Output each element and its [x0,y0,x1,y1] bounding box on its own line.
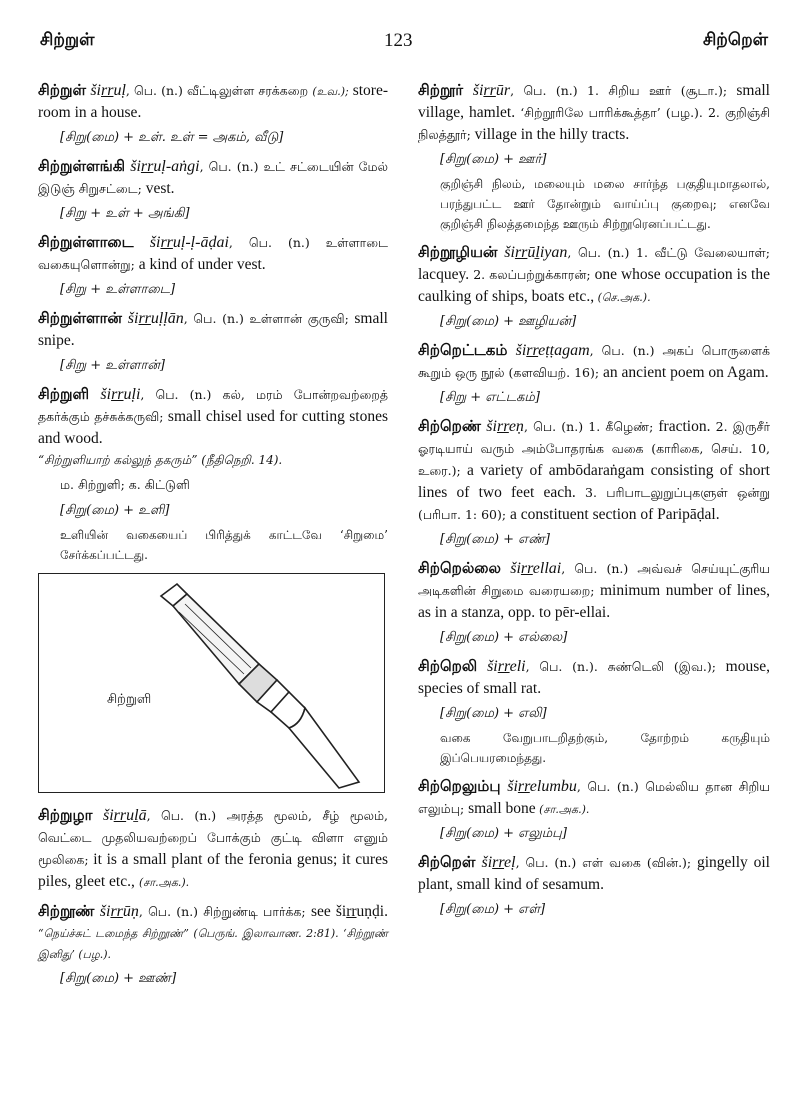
running-head-left: சிற்றுள் [40,30,95,50]
etymology: [சிறு(மை) + எள்] [440,902,546,917]
dictionary-entry: சிற்றெட்டகம் širreṭṭagam, பெ. (n.) அகப் பொருளைக் கூறும் ஒரு நூல் (களவியற். 16); an ancient poem on Agam. [418,341,770,381]
etymology: [சிறு(மை) + எலும்பு] [440,826,567,841]
etymology: [சிறு(மை) + உள். உள் = அகம், வீடு] [60,130,284,145]
note: வகை வேறுபாடறிதற்கும், தோற்றம் கருதியும் இப்பெயரமைந்தது. [440,731,770,765]
dictionary-entry: சிற்றுள்ளான் širruḷḷān, பெ. (n.) உள்ளான் குருவி; small snipe. [38,309,388,349]
running-head-right: சிற்றெள் [702,30,768,50]
etymology: [சிறு(மை) + ஊர்] [440,152,547,167]
dictionary-entry: சிற்றுள்ளங்கி širruḷ-aṅgi, பெ. (n.) உட் சட்டையின் மேல் இடுஞ் சிறுசட்டை; vest. [38,157,388,197]
etymology: [சிறு(மை) + எல்லை] [440,630,568,645]
note: குறிஞ்சி நிலம், மலையும் மலை சார்ந்த பகுதியுமாதலால், பரந்துபட்ட ஊர் தோன்றும் வாய்ப்பு குறைவு; எனவே குறிஞ்சி நிலத்தமைந்த ஊரும் சிற்றூரெனப்பட்டது. [440,177,770,231]
headword: சிற்றுள் [38,81,87,99]
dictionary-entry: சிற்றெண் širreṇ, பெ. (n.) 1. கீழெண்; fraction. 2. இருசீர் ஓரடியாய் வரும் அம்போதரங்க வகை (காரிகை, செய். 10, உரை.); a variety of ambōdaraṅgam consisting of short lines of two feet each. 3. பரிபாடலுறுப்புகளுள் ஒன்று (பரிபா. 1: 60); a constituent section of Paripāḍal. [418,417,770,523]
dictionary-entry: சிற்றூர் širrūr, பெ. (n.) 1. சிறிய ஊர் (சூடா.); small village, hamlet. ‘சிற்றூரிலே பாரிக்கூத்தா’ (பழ.). 2. குறிஞ்சி நிலத்தூர்; village in the hilly tracts. [418,81,771,143]
dictionary-entry: சிற்றுள் širruḷ, பெ. (n.) வீட்டிலுள்ள சரக்கறை (உவ.); store-room in a house. [38,81,389,121]
etymology: [சிறு(மை) + எண்] [440,532,550,547]
etymology: [சிறு(மை) + எலி] [440,706,547,721]
cognates: ம. சிற்றுளி; க. கிட்டுளி [60,477,190,492]
chisel-illustration [38,573,385,793]
etymology: [சிறு(மை) + ஊழியன்] [440,314,577,329]
etymology: [சிறு + உள்ளான்] [60,358,166,373]
right-column [418,80,770,928]
dictionary-entry: சிற்றெள் širreḷ, பெ. (n.) எள் வகை (வின்.); gingelly oil plant, small kind of sesamum. [418,853,770,893]
dictionary-entry: சிற்றுழா širruḻā, பெ. (n.) அரத்த மூலம், சீழ் மூலம், வெட்டை முதலியவற்றைப் போக்கும் குட்டி விளா எனும் மூலிகை; it is a small plant of the feronia genus; it cures piles, gleet etc., (சா.அக.). [38,806,388,890]
dictionary-entry: சிற்றெல்லை širrellai, பெ. (n.) அவ்வச் செய்யுட்குரிய அடிகளின் சிறுமை வரையறை; minimum number of lines, as in a stanza, opp. to pēr-ellai. [418,559,771,621]
figure-caption: சிற்றுளி [107,692,152,707]
dictionary-entry: சிற்றூழியன் širrūḻiyan, பெ. (n.) 1. வீட்டு வேலையாள்; lacquey. 2. கலப்பற்றுக்காரன்; one whose occupation is the caulking of ships, boats etc., (செ.அக.). [418,243,770,305]
page-number: 123 [384,30,413,51]
dictionary-entry: சிற்றூண் širrūṇ, பெ. (n.) சிற்றுண்டி பார்க்க; see širruṇḍi. “நெய்ச்சுட் டமைந்த சிற்றூண்” (பெருங். இலாவாண. 2:81). ‘சிற்றூண் இனிது’ (பழ.). [38,902,388,961]
etymology: [சிறு + உள்ளாடை] [60,282,176,297]
dictionary-entry: சிற்றெலும்பு širrelumbu, பெ. (n.) மெல்லிய தான சிறிய எலும்பு; small bone (சா.அக.). [418,777,770,817]
dictionary-entry: சிற்றெலி širreli, பெ. (n.). சுண்டெலி (இவ.); mouse, species of small rat. [418,657,770,697]
left-column [38,80,388,997]
etymology: [சிறு(மை) + உளி] [60,503,170,518]
chisel-icon [39,574,384,792]
transliteration: širruḷ [90,82,126,99]
note: உளியின் வகையைப் பிரித்துக் காட்டவே ‘சிறுமை’ சேர்க்கப்பட்டது. [60,528,388,562]
dictionary-entry: சிற்றுள்ளாடை širruḷ-ḷ-āḍai, பெ. (n.) உள்ளாடை வகையுளொன்று; a kind of under vest. [38,233,388,273]
dictionary-entry: சிற்றுளி širruḷi, பெ. (n.) கல், மரம் போன்றவற்றைத் தகர்க்கும் தச்சுக்கருவி; small chisel used for cutting stones and wood. “சிற்றுளியாற் கல்லுந் தகரும்” (நீதிநெறி. 14). [38,384,388,471]
etymology: [சிறு + உள் + அங்கி] [60,206,190,221]
etymology: [சிறு(மை) + ஊண்] [60,971,177,986]
quotation: “சிற்றுளியாற் கல்லுந் தகரும்” (நீதிநெறி. 14). [38,453,283,467]
etymology: [சிறு + எட்டகம்] [440,390,540,405]
